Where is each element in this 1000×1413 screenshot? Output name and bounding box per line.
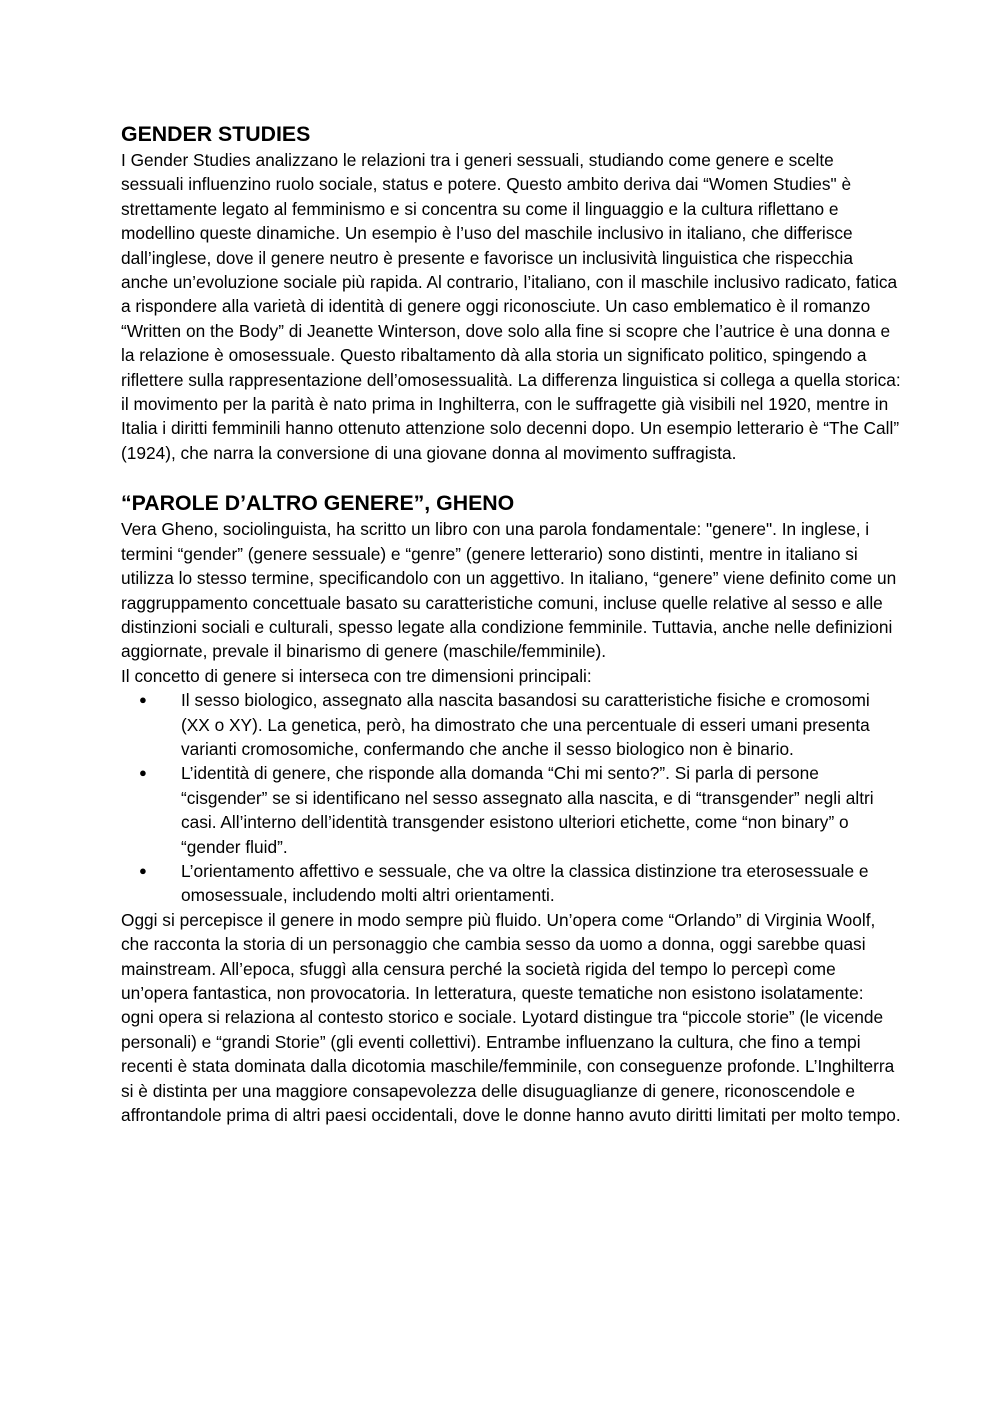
paragraph-orlando-lyotard: Oggi si percepisce il genere in modo sempre più fluido. Un’opera come “Orlando” di Virginia Woolf, che racconta la storia di un personaggio che cambia sesso da uomo a donna, oggi sarebbe quasi mainstream. All’epoca, sfuggì alla censura perché la società rigida del tempo lo percepì come un’opera fantastica, non provocatoria. In letteratura, queste tematiche non esistono isolatamente: ogni opera si relaziona al contesto storico e sociale. Lyotard distingue tra “piccole storie” (le vicende personali) e “grandi Storie” (gli eventi collettivi). Entrambe influenzano la cultura, che fino a tempi recenti è stata dominata dalla dicotomia maschile/femminile, con conseguenze profonde. L’Inghilterra si è distinta per una maggiore consapevolezza delle disuguaglianze di genere, riconoscendole e affrontandole prima di altri paesi occidentali, dove le donne hanno avuto diritti limitati per molto tempo. bbox=[121, 909, 901, 1126]
list-item bbox=[121, 761, 901, 859]
section-title-parole-daltro-genere: “PAROLE D’ALTRO GENERE”, GHENO bbox=[121, 491, 515, 516]
document-page bbox=[121, 120, 901, 1127]
bullet-icon: ● bbox=[139, 692, 147, 708]
section-title-gender-studies: GENDER STUDIES bbox=[121, 122, 311, 146]
list-item bbox=[121, 859, 901, 908]
paragraph-dimensions-intro: Il concetto di genere si interseca con tre dimensioni principali: bbox=[121, 665, 592, 686]
list-item-text: L’identità di genere, che risponde alla domanda “Chi mi sento?”. Si parla di persone “cisgender” se si identificano nel sesso assegnato alla nascita, e di “transgender” negli altri casi. All’interno dell’identità transgender esistono ulteriori etichette, come “non binary” o “gender fluid”. bbox=[181, 763, 874, 857]
bullet-icon: ● bbox=[139, 765, 147, 781]
paragraph-gheno-intro: Vera Gheno, sociolinguista, ha scritto un libro con una parola fondamentale: "genere". In inglese, i termini “gender” (genere sessuale) e “genre” (genere letterario) sono distinti, mentre in italiano si utilizza lo stesso termine, specificandolo con un aggettivo. In italiano, “genere” viene definito come un raggruppamento concettuale basato su caratteristiche comuni, incluse quelle relative al sesso e alle distinzioni sociali e culturali, spesso legate alla condizione femminile. Tuttavia, anche nelle definizioni aggiornate, prevale il binarismo di genere (maschile/femminile). bbox=[121, 519, 897, 662]
dimensions-list bbox=[121, 688, 901, 908]
list-item-text: Il sesso biologico, assegnato alla nascita basandosi su caratteristiche fisiche e cromosomi (XX o XY). La genetica, però, ha dimostrato che una percentuale di esseri umani presenta varianti cromosomiche, confermando che anche il sesso biologico non è binario. bbox=[181, 690, 870, 759]
list-item-text: L’orientamento affettivo e sessuale, che va oltre la classica distinzione tra eterosessuale e omosessuale, includendo molti altri orientamenti. bbox=[181, 860, 869, 906]
paragraph-gender-studies: I Gender Studies analizzano le relazioni tra i generi sessuali, studiando come genere e scelte sessuali influenzino ruolo sociale, status e potere. Questo ambito deriva dai “Women Studies" è strettamente legato al femminismo e si concentra su come il linguaggio e la cultura riflettano e modellino queste dinamiche. Un esempio è l’uso del maschile inclusivo in italiano, che differisce dall’inglese, dove il genere neutro è presente e favorisce un inclusività linguistica che rispecchia anche un’evoluzione sociale più rapida. Al contrario, l’italiano, con il maschile inclusivo radicato, fatica a rispondere alla varietà di identità di genere oggi riconosciute. Un caso emblematico è il romanzo “Written on the Body” di Jeanette Winterson, dove solo alla fine si scopre che l’autrice è una donna e la relazione è omosessuale. Questo ribaltamento dà alla storia un significato politico, spingendo a riflettere sulla rappresentazione dell’omosessualità. La differenza linguistica si collega a quella storica: il movimento per la parità è nato prima in Inghilterra, con le suffragette già visibili nel 1920, mentre in Italia i diritti femminili hanno ottenuto attenzione solo decenni dopo. Un esempio letterario è “The Call” (1924), che narra la conversione di una giovane donna al movimento suffragista. bbox=[121, 150, 901, 463]
bullet-icon: ● bbox=[139, 862, 147, 878]
list-item bbox=[121, 688, 901, 761]
